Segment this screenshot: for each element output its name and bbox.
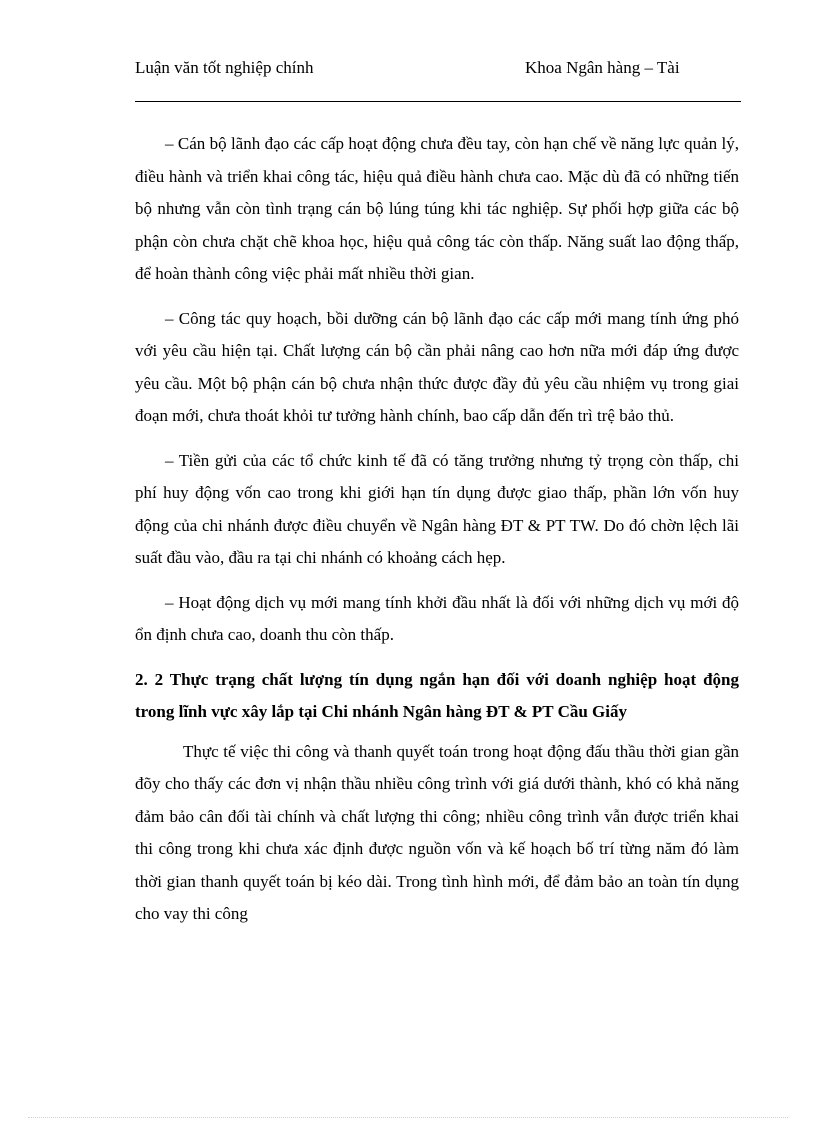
- header-department: Khoa Ngân hàng – Tài: [525, 58, 680, 77]
- section-heading: 2. 2 Thực trạng chất lượng tín dụng ngắn hạn đối với doanh nghiệp hoạt động trong lĩnh vực xây lắp tại Chi nhánh Ngân hàng ĐT & PT Cầu Giấy: [135, 669, 739, 721]
- page-header: [135, 57, 741, 102]
- section-body-paragraph: Thực tế việc thi công và thanh quyết toán trong hoạt động đấu thầu thời gian gần đõy cho thấy các đơn vị nhận thầu nhiều công trình với giá dưới thành, khó có khả năng đảm bảo cân đối tài chính và chất lượng thi công; nhiều công trình vẫn được triển khai thi công trong khi chưa xác định được nguồn vốn và kế hoạch bố trí từng năm đó làm thời gian thanh quyết toán bị kéo dài. Trong tình hình mới, để đảm bảo an toàn tín dụng cho vay thi công: [135, 741, 739, 923]
- paragraph-deposits: – Tiền gửi của các tổ chức kinh tế đã có tăng trưởng nhưng tỷ trọng còn thấp, chi phí huy động vốn cao trong khi giới hạn tín dụng được giao thấp, phần lớn vốn huy động của chi nhánh được điều chuyển về Ngân hàng ĐT & PT TW. Do đó chờn lệch lãi suất đầu vào, đầu ra tại chi nhánh có khoảng cách hẹp.: [135, 450, 739, 567]
- document-body: [135, 128, 739, 931]
- paragraph-services: – Hoạt động dịch vụ mới mang tính khởi đầu nhất là đối với những dịch vụ mới độ ổn định chưa cao, doanh thu còn thấp.: [135, 592, 739, 644]
- page-bottom-divider: [28, 1117, 788, 1118]
- paragraph-planning: – Công tác quy hoạch, bồi dưỡng cán bộ lãnh đạo các cấp mới mang tính ứng phó với yêu cầu hiện tại. Chất lượng cán bộ cần phải nâng cao hơn nữa mới đáp ứng được yêu cầu. Một bộ phận cán bộ chưa nhận thức được đầy đủ yêu cầu nhiệm vụ trong giai đoạn mới, chưa thoát khỏi tư tưởng hành chính, bao cấp dẫn đến trì trệ bảo thủ.: [135, 308, 739, 425]
- paragraph-leadership: – Cán bộ lãnh đạo các cấp hoạt động chưa đều tay, còn hạn chế về năng lực quản lý, điều hành và triển khai công tác, hiệu quả điều hành chưa cao. Mặc dù đã có những tiến bộ nhưng vẫn còn tình trạng cán bộ lúng túng khi tác nghiệp. Sự phối hợp giữa các bộ phận còn chưa chặt chẽ khoa học, hiệu quả công tác còn thấp. Năng suất lao động thấp, để hoàn thành công việc phải mất nhiều thời gian.: [135, 134, 739, 283]
- header-thesis-title: Luận văn tốt nghiệp chính: [135, 58, 314, 77]
